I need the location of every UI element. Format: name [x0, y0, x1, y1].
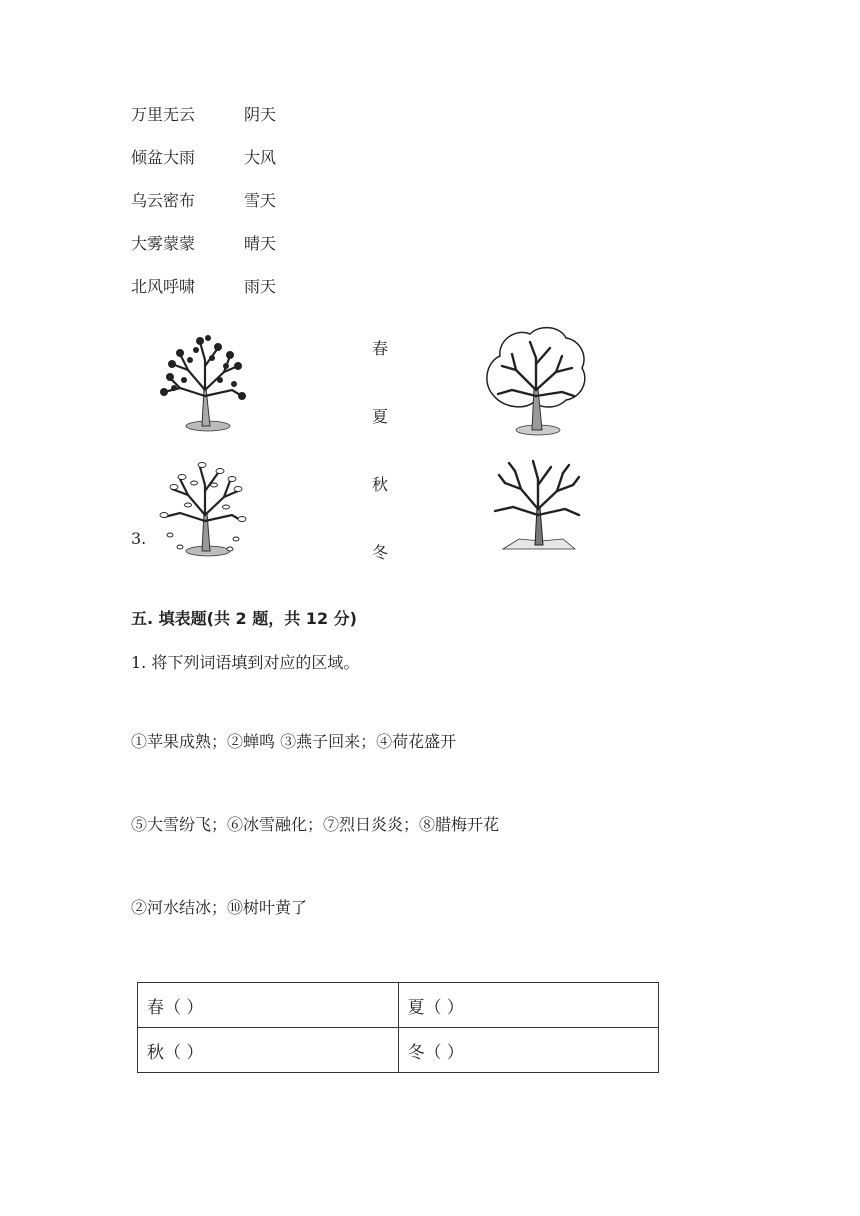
question-prompt: 1. 将下列词语填到对应的区域。: [131, 653, 360, 672]
winter-tree-icon: [485, 455, 585, 555]
match-left-1: 万里无云: [131, 105, 196, 124]
match-left-3: 乌云密布: [131, 191, 196, 210]
table-cell-autumn[interactable]: 秋（ ）: [138, 1028, 399, 1073]
match-right-2: 大风: [244, 148, 277, 167]
match-left-4: 大雾蒙蒙: [131, 234, 196, 253]
word-list-line-2: ⑤大雪纷飞；⑥冰雪融化；⑦烈日炎炎；⑧腊梅开花: [131, 815, 500, 834]
season-label-spring: 春: [372, 339, 389, 358]
match-left-5: 北风呼啸: [131, 277, 196, 296]
season-label-autumn: 秋: [372, 475, 389, 494]
section-heading: 五. 填表题(共 2 题，共 12 分): [131, 609, 357, 628]
season-label-summer: 夏: [372, 407, 389, 426]
autumn-tree-icon: [150, 455, 250, 565]
match-left-2: 倾盆大雨: [131, 148, 196, 167]
table-cell-summer[interactable]: 夏（ ）: [398, 983, 659, 1028]
match-right-5: 雨天: [244, 277, 277, 296]
table-cell-spring[interactable]: 春（ ）: [138, 983, 399, 1028]
summer-tree-icon: [480, 322, 590, 440]
season-label-winter: 冬: [372, 543, 389, 562]
word-list-line-3: ②河水结冰；⑩树叶黄了: [131, 898, 308, 917]
match-right-3: 雪天: [244, 191, 277, 210]
match-right-1: 阴天: [244, 105, 277, 124]
match-right-4: 晴天: [244, 234, 277, 253]
question-3-number: 3.: [131, 529, 147, 548]
season-fill-table: [137, 982, 659, 1073]
spring-tree-icon: [150, 326, 250, 436]
table-cell-winter[interactable]: 冬（ ）: [398, 1028, 659, 1073]
word-list-line-1: ①苹果成熟；②蝉鸣 ③燕子回来；④荷花盛开: [131, 732, 457, 751]
